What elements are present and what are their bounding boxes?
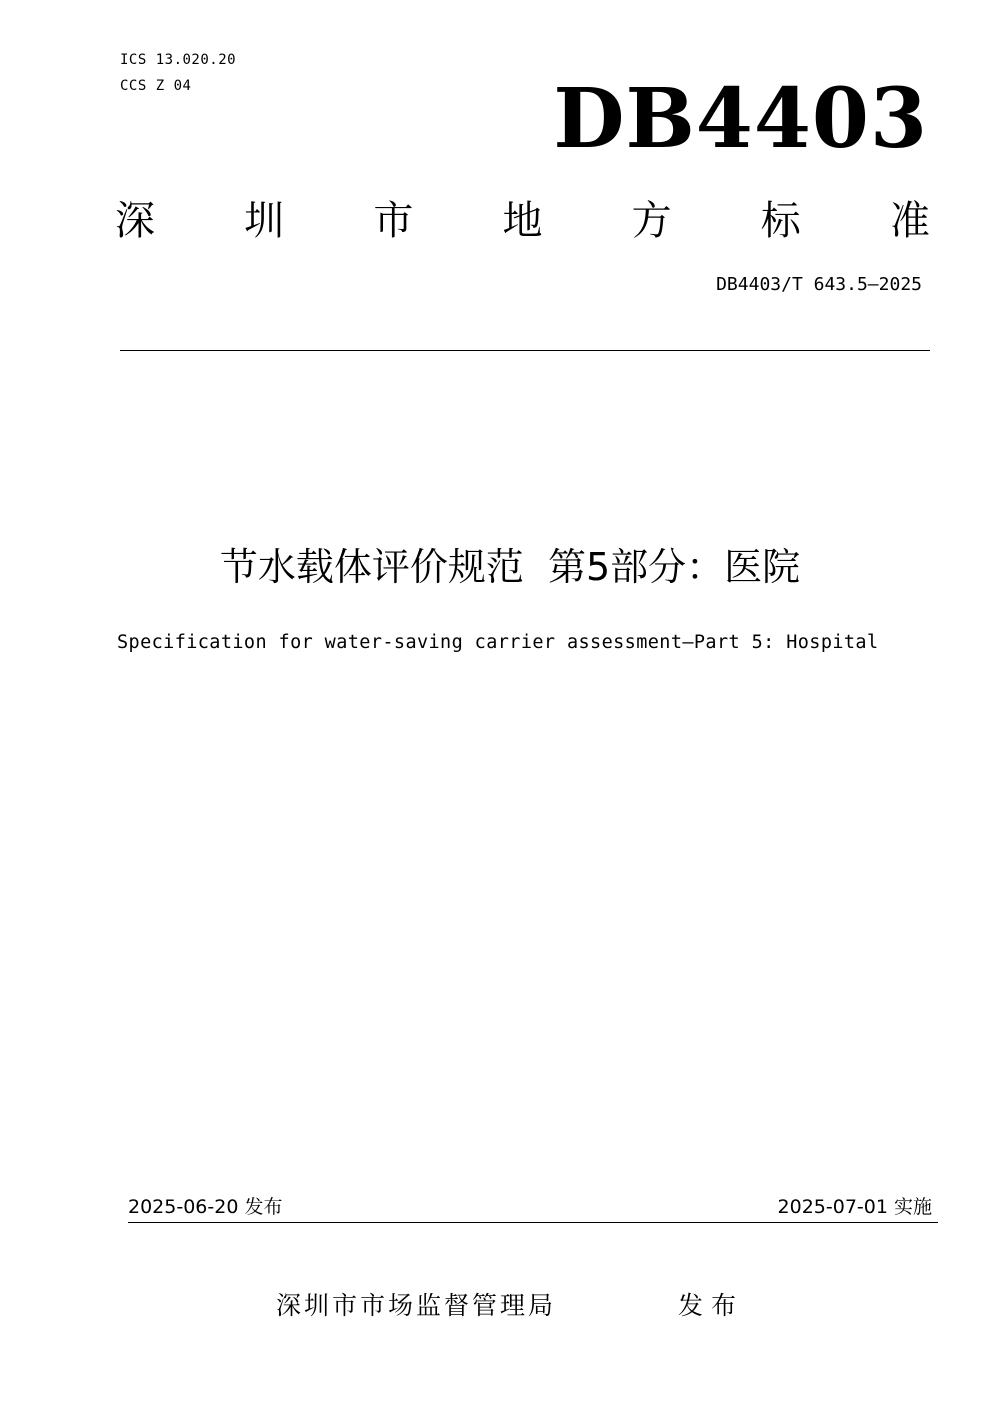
document-title-english: Specification for water-saving carrier assessment—Part 5: Hospital	[117, 632, 879, 653]
publish-label: 发布	[678, 1291, 745, 1320]
ics-code: ICS 13.020.20	[120, 52, 237, 68]
standard-type-char: 深	[115, 198, 155, 244]
implementation-date: 2025-07-01 实施	[777, 1196, 932, 1218]
standard-type-char: 圳	[244, 198, 285, 244]
standard-type-char: 准	[889, 198, 930, 244]
standard-type-char: 市	[373, 198, 414, 244]
db-code-title: DB4403	[553, 71, 928, 167]
standard-type-char: 地	[502, 198, 543, 244]
publisher-name: 深圳市市场监督管理局	[276, 1291, 557, 1320]
standard-type-char: 方	[631, 198, 672, 244]
standard-type-title	[115, 196, 930, 246]
standard-type-char: 标	[760, 198, 801, 244]
top-divider	[120, 350, 930, 351]
bottom-divider	[128, 1222, 938, 1223]
ccs-code: CCS Z 04	[120, 78, 192, 94]
issue-date: 2025-06-20 发布	[128, 1196, 283, 1218]
standard-number: DB4403/T 643.5—2025	[716, 274, 922, 295]
document-title-chinese: 节水载体评价规范 第5部分：医院	[219, 545, 801, 589]
